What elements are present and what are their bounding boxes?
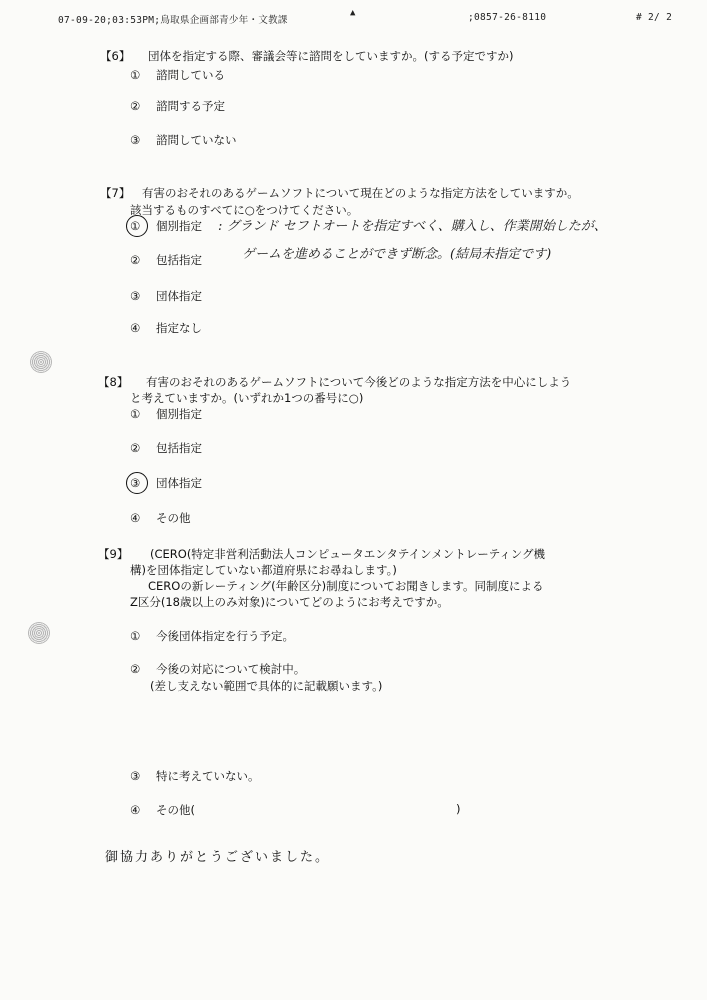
question-text: CEROの新レーティング(年齢区分)制度についてお聞きします。同制度による [148,579,544,593]
option: ② 今後の対応について検討中。 [130,662,306,676]
handwritten-note: : グランド セフトオートを指定すべく、購入し、作業開始したが、 [218,219,607,234]
option: ① 個別指定 [130,219,202,233]
question-text: (CERO(特定非営利活動法人コンピュータエンタテインメントレーティング機 [150,547,546,561]
option: ② 包括指定 [130,253,202,267]
question-text: と考えていますか。(いずれか1つの番号に○) [130,391,364,405]
question-text: Z区分(18歳以上のみ対象)についてどのようにお考えですか。 [130,595,449,609]
fax-header-right: ;0857-26-8110 [468,12,547,23]
option: ③ 団体指定 [130,289,202,303]
option: ③ 特に考えていない。 [130,769,260,783]
option: ① 個別指定 [130,407,202,421]
closing-message: 御協力ありがとうございました。 [105,850,331,865]
mark-icon: ▲ [350,8,356,18]
question-label: 【9】 [98,547,129,561]
handwritten-note: ゲームを進めることができず断念。(結局未指定です) [242,247,552,262]
question-text: 該当するものすべてに○をつけてください。 [130,203,359,217]
option: ② 諮問する予定 [130,99,225,113]
option: ④ その他( [130,803,195,817]
question-text: 構)を団体指定していない都道府県にお尋ねします。) [130,563,397,577]
question-label: 【6】 [100,49,131,63]
fax-header-left: 07-09-20;03:53PM;鳥取県企画部青少年・文教課 [58,15,288,26]
option: ① 諮問している [130,68,225,82]
option: ③ 諮問していない [130,133,237,147]
question-text: 有害のおそれのあるゲームソフトについて現在どのような指定方法をしていますか。 [142,186,579,200]
punch-hole-icon [28,622,50,644]
question-label: 【8】 [98,375,129,389]
question-text: 有害のおそれのあるゲームソフトについて今後どのような指定方法を中心にしよう [146,375,572,389]
fax-page-number: # 2/ 2 [636,12,673,23]
punch-hole-icon [30,351,52,373]
option: ① 今後団体指定を行う予定。 [130,629,294,643]
question-label: 【7】 [100,186,131,200]
option-close-paren: ) [456,802,461,816]
option: ② 包括指定 [130,441,202,455]
option: ④ その他 [130,511,191,525]
question-text: 団体を指定する際、審議会等に諮問をしていますか。(する予定ですか) [148,49,514,63]
option: ③ 団体指定 [130,476,202,490]
option-note: (差し支えない範囲で具体的に記載願います。) [150,679,383,693]
option: ④ 指定なし [130,321,202,335]
